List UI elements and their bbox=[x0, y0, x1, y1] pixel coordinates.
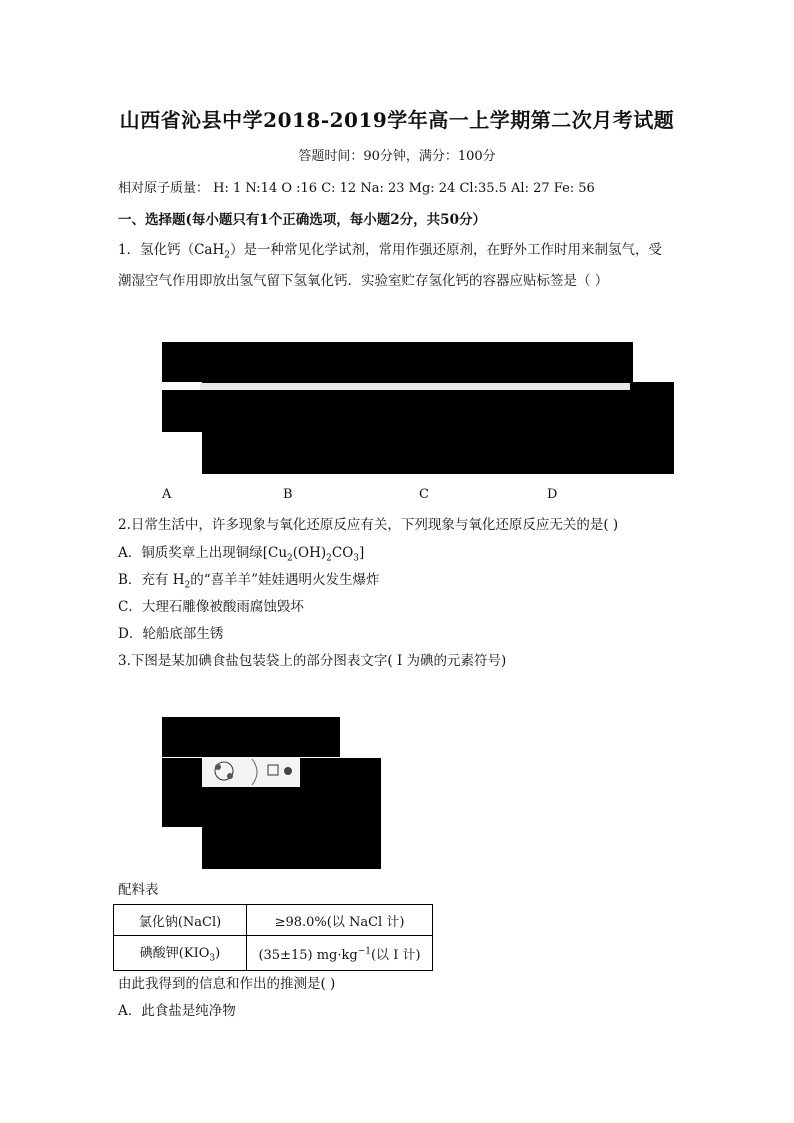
q3-option-a: A．此食盐是纯净物 bbox=[118, 1003, 236, 1019]
q1-stem-line1: 1．氢化钙（CaH$_2$）是一种常见化学试剂，常用作强还原剂，在野外工作时用来制氢气，受 bbox=[118, 242, 662, 261]
option-label-d: D bbox=[547, 487, 558, 502]
document-title: 山西省沁县中学2018-2019学年高一上学期第二次月考试题 bbox=[119, 108, 675, 132]
q1-stem-line2: 潮湿空气作用即放出氢气留下氢氧化钙．实验室贮存氢化钙的容器应贴标签是（ ） bbox=[118, 273, 609, 289]
table-cell: (35±15) $mg\cdot kg^{-1}$(以 I 计) bbox=[247, 936, 433, 971]
table-caption: 配料表 bbox=[118, 882, 159, 898]
q2-option-b: B．充有 $H_2$的“喜羊羊”娃娃遇明火发生爆炸 bbox=[118, 572, 380, 591]
exam-time-info: 答题时间：90分钟，满分：100分 bbox=[298, 149, 496, 164]
q2-option-a: A．铜质奖章上出现铜绿$[Cu_2(OH)_2CO_3]$ bbox=[118, 545, 365, 564]
table-row bbox=[114, 905, 433, 936]
q2-option-c: C．大理石雕像被酸雨腐蚀毁坏 bbox=[118, 599, 304, 615]
q2-stem: 2.日常生活中，许多现象与氧化还原反应有关，下列现象与氧化还原反应无关的是( ) bbox=[118, 517, 619, 533]
q3-inference-stem: 由此我得到的信息和作出的推测是( ) bbox=[118, 976, 336, 992]
option-label-c: C bbox=[419, 487, 429, 502]
section-heading: 一、选择题(每小题只有1个正确选项，每小题2分，共50分） bbox=[118, 212, 486, 228]
table-cell: ≥98.0%(以 NaCl 计) bbox=[247, 905, 433, 936]
option-label-a: A bbox=[162, 487, 172, 502]
q2-option-d: D．轮船底部生锈 bbox=[118, 626, 224, 642]
table-cell: 氯化钠(NaCl) bbox=[114, 905, 247, 936]
table-cell: 碘酸钾$(KIO_3)$ bbox=[114, 936, 247, 971]
ingredients-table bbox=[113, 904, 433, 971]
atomic-masses: 相对原子质量： H: 1 N:14 O :16 C: 12 Na: 23 Mg: 24 Cl:35.5 Al: 27 Fe: 56 bbox=[118, 181, 595, 196]
option-label-b: B bbox=[283, 487, 293, 502]
q3-stem: 3.下图是某加碘食盐包装袋上的部分图表文字( I 为碘的元素符号) bbox=[118, 653, 507, 669]
table-row bbox=[114, 936, 433, 971]
